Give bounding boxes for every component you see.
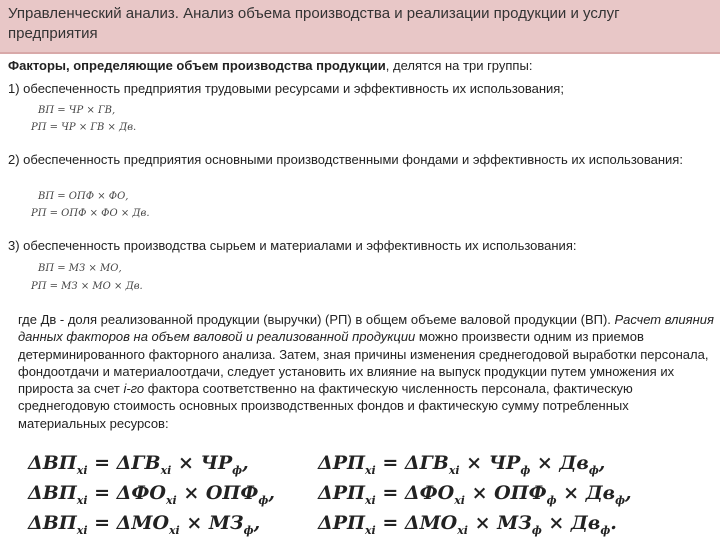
group-1-formula-vp: ВП = ЧР × ГВ,	[38, 105, 116, 116]
para-italic-1: Расчет влияния данных факторов на объем валовой и реализованной продукции	[18, 312, 714, 345]
intro-rest: , делятся на три группы:	[385, 58, 533, 73]
group-1-label: 1) обеспеченность предприятия трудовыми ресурсами и эффективность их использования;	[8, 81, 564, 96]
para-italic-2: i-го	[123, 381, 145, 397]
formula-vp-assets: $\Delta ВП_{xi} = \Delta ФО_{xi} \times ОПФ_ф$,	[28, 482, 275, 507]
group-2-formula-vp: ВП = ОПФ × ФО,	[38, 191, 129, 202]
para-part-1: где Дв - доля реализованной продукции (выручки) (РП) в общем объеме валовой продукции (ВП).	[18, 312, 615, 327]
formula-rp-materials: $\Delta РП_{xi} = \Delta МО_{xi} \times МЗ_ф \times Дв_ф$.	[318, 512, 617, 537]
para-part-3: фактора соответственно на фактическую численность персонала, фактическую среднегодовую стоимость основных производственных фондов и фактическую сумму потребленных материальных ресурсов:	[18, 381, 633, 431]
group-3-formula-rp: РП = МЗ × МО × Дв.	[31, 281, 143, 292]
formula-vp-labor: $\Delta ВП_{xi} = \Delta ГВ_{xi} \times ЧР_ф$,	[28, 452, 249, 477]
formula-vp-materials: $\Delta ВП_{xi} = \Delta МО_{xi} \times МЗ_ф$,	[28, 512, 261, 537]
slide-title: Управленческий анализ. Анализ объема производства и реализации продукции и услуг предприятия	[8, 5, 620, 42]
para-part-2: можно произвести одним из приемов детерминированного факторного анализа. Затем, зная причины изменения среднегодовой выработки персонала, фондоотдачи и материалоотдачи, следует установить их влияние на выпуск продукции путем умножения их прироста за счет	[18, 329, 709, 397]
slide-title-bar	[0, 0, 720, 52]
group-1-formula-rp: РП = ЧР × ГВ × Дв.	[31, 122, 137, 133]
title-divider	[0, 52, 720, 54]
group-2-label: 2) обеспеченность предприятия основными производственными фондами и эффективность их использования:	[8, 152, 683, 167]
group-3-formula-vp: ВП = МЗ × МО,	[38, 263, 122, 274]
group-3-label: 3) обеспеченность производства сырьем и материалами и эффективность их использования:	[8, 238, 577, 253]
explanation-paragraph	[18, 311, 718, 432]
group-2-formula-rp: РП = ОПФ × ФО × Дв.	[31, 208, 150, 219]
formula-rp-labor: $\Delta РП_{xi} = \Delta ГВ_{xi} \times ЧР_ф \times Дв_ф$,	[318, 452, 606, 477]
intro-bold: Факторы, определяющие объем производства продукции	[8, 58, 386, 73]
intro-line	[8, 57, 708, 74]
formula-rp-assets: $\Delta РП_{xi} = \Delta ФО_{xi} \times ОПФ_ф \times Дв_ф$,	[318, 482, 632, 507]
